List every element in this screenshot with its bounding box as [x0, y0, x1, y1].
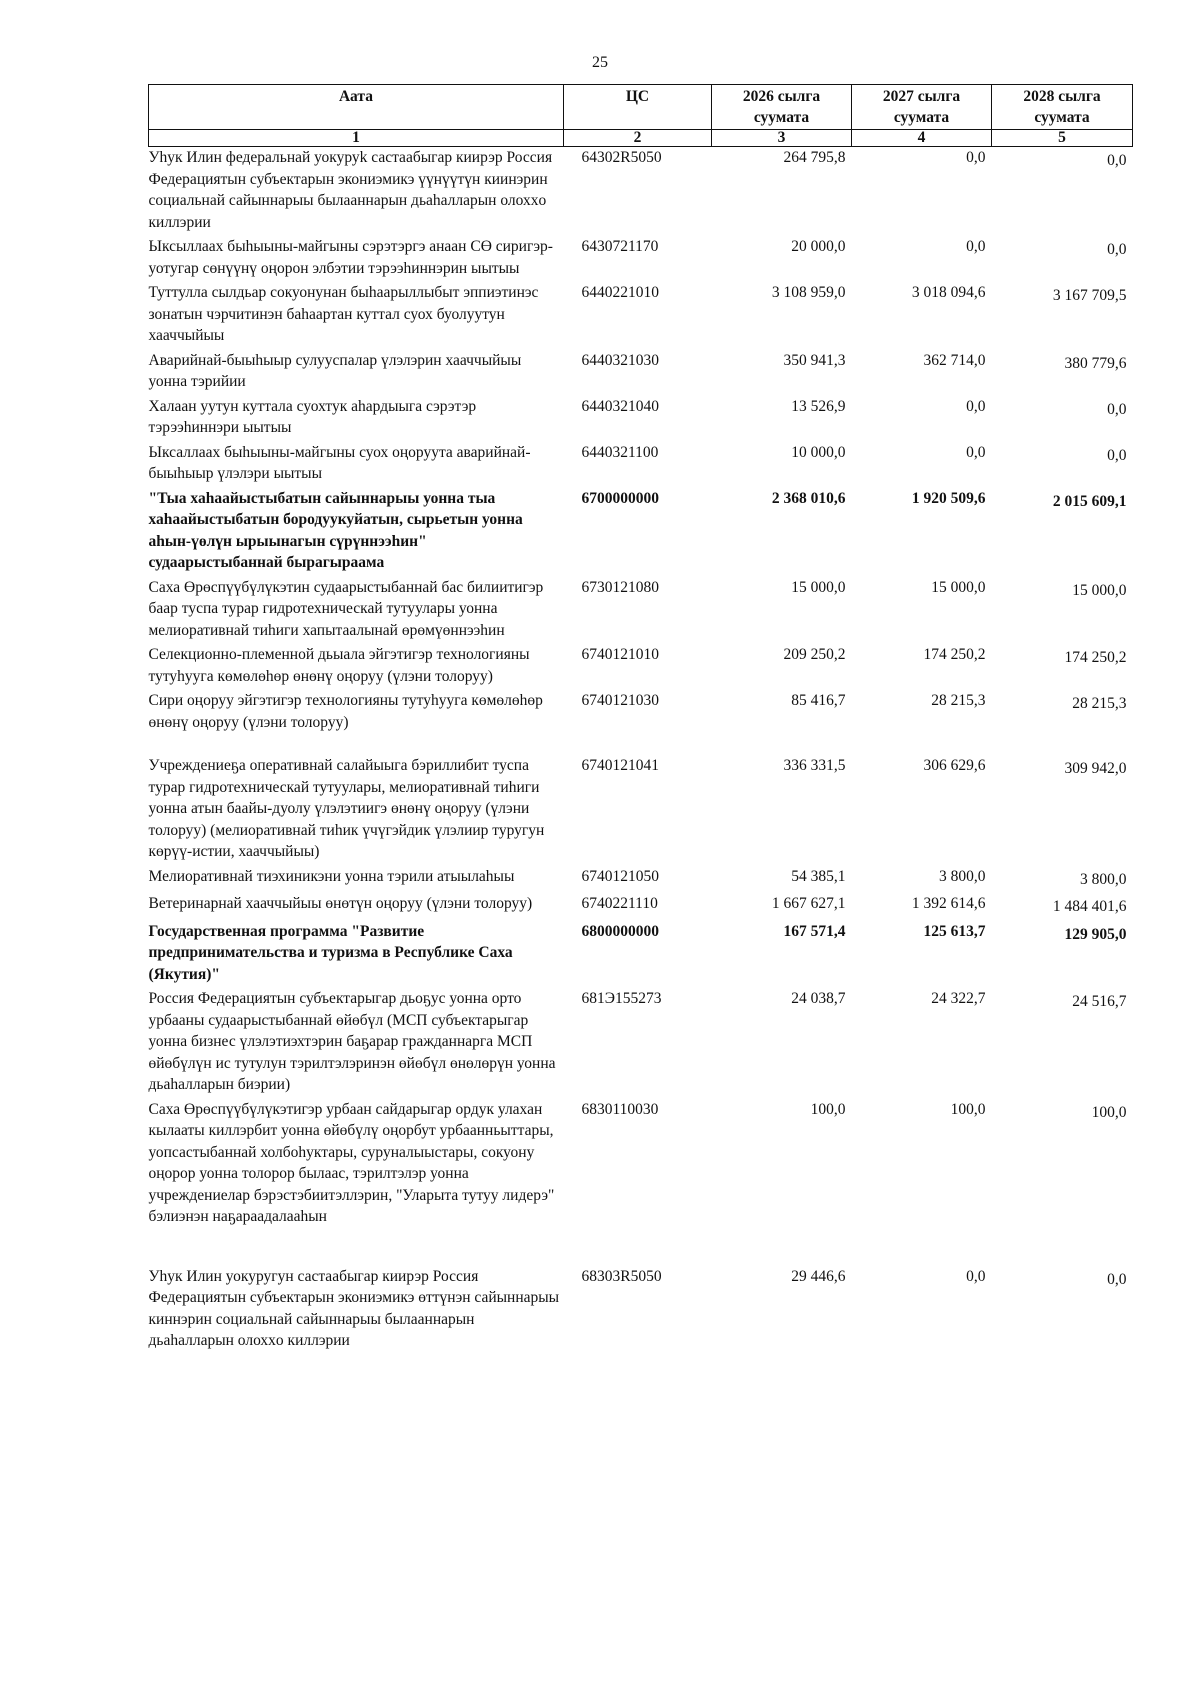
row-value-2027: 28 215,3	[931, 692, 986, 709]
row-code: 681Э155273	[581, 990, 662, 1007]
row-code: 6440221010	[581, 284, 659, 301]
column-number-row	[149, 130, 1133, 147]
row-value-2026: 100,0	[810, 1100, 846, 1118]
row-code: 6440321030	[581, 351, 659, 369]
row-name: Халаан уутун куттала суохтук аһардыыга сэрэтэр тэрээһиннэри ыытыы	[148, 397, 477, 436]
row-name: Туттулла сылдьар сокуонунан быһаарыллыбыт эппиэтинэс зонатын чэрчитинэн баһаартан куттал суох буолуутун хааччыйыы	[148, 284, 539, 344]
row-value-2028: 15 000,0	[1072, 581, 1127, 599]
row-code: 6440321100	[581, 443, 659, 461]
row-value-2027: 100,0	[950, 1100, 986, 1118]
row-value-2027: 0,0	[966, 443, 986, 461]
row-value-2026: 29 446,6	[791, 1267, 846, 1285]
row-value-2026: 24 038,7	[791, 990, 846, 1007]
row-value-2028: 380 779,6	[1064, 354, 1127, 372]
row-value-2028: 3 800,0	[1080, 870, 1127, 888]
table-row	[149, 488, 1133, 577]
row-value-2027: 0,0	[966, 149, 986, 166]
table-row	[149, 577, 1133, 645]
header-name: Аата	[149, 85, 564, 130]
table-row	[149, 147, 1133, 237]
column-number: 1	[149, 130, 564, 147]
row-value-2027: 1 392 614,6	[911, 895, 986, 912]
header-row	[149, 85, 1133, 130]
row-name: Аварийнай-быыһыыр сулууспалар үлэлэрин хааччыйыы уонна тэрийии	[148, 351, 522, 390]
table-row	[149, 350, 1133, 396]
row-name: Ыксаллаах быһыыны-майгыны суох оңоруута аварийнай-быыһыыр үлэлэри ыытыы	[148, 443, 531, 482]
row-code: 6740121030	[581, 692, 659, 709]
row-code: 6430721170	[581, 238, 659, 255]
row-value-2028: 129 905,0	[1064, 925, 1127, 943]
table-row	[149, 755, 1133, 866]
row-value-2028: 309 942,0	[1064, 760, 1127, 777]
column-number: 2	[564, 130, 712, 147]
row-value-2026: 85 416,7	[791, 692, 846, 709]
row-name: Селекционно-племенной дьыала эйгэтигэр технологияны тутуһууга көмөлөһөр өнөнү оңоруу (үлэни толоруу)	[148, 646, 530, 685]
row-name: Уһук Илин федеральнай уокуруk састаабыгар киирэр Россия Федерациятын субъектарын экониэмикэ үүнүүтүн киинэрин социальнай сайыннарыы былааннарын дьаһалларын олохxо киллэрии	[148, 149, 553, 231]
row-value-2027: 3 018 094,6	[911, 284, 986, 301]
header-2028: 2028 сылга суумата	[992, 85, 1133, 130]
row-code: 6440321040	[581, 397, 659, 415]
row-value-2028: 0,0	[1107, 446, 1127, 464]
row-code: 6700000000	[581, 489, 659, 507]
row-value-2027: 0,0	[966, 1267, 986, 1285]
table-body	[149, 147, 1133, 1355]
row-value-2028: 0,0	[1107, 1270, 1127, 1288]
table-row	[149, 1099, 1133, 1266]
row-code: 68303R5050	[581, 1267, 662, 1285]
header-2026: 2026 сылга суумата	[712, 85, 852, 130]
row-value-2027: 1 920 509,6	[911, 489, 986, 507]
row-code: 6740221110	[581, 895, 658, 912]
row-value-2028: 28 215,3	[1072, 695, 1127, 712]
row-value-2028: 100,0	[1091, 1103, 1127, 1121]
row-name: Ветеринарнай хааччыйыы өнөтүн оңоруу (үлэни толоруу)	[148, 895, 533, 912]
row-value-2028: 2 015 609,1	[1052, 492, 1127, 510]
row-value-2026: 350 941,3	[783, 351, 846, 369]
row-code: 6740121010	[581, 646, 659, 663]
row-value-2027: 0,0	[966, 238, 986, 255]
table-row	[149, 282, 1133, 350]
row-value-2027: 0,0	[966, 397, 986, 415]
table-row	[149, 442, 1133, 488]
table-row	[149, 921, 1133, 989]
header-2027: 2027 сылга суумата	[852, 85, 992, 130]
row-value-2028: 0,0	[1107, 152, 1127, 169]
table-header	[149, 85, 1133, 147]
row-value-2026: 1 667 627,1	[771, 895, 846, 912]
table-row	[149, 690, 1133, 755]
column-number: 3	[712, 130, 852, 147]
row-code: 6740121041	[581, 757, 659, 774]
table-row	[149, 644, 1133, 690]
column-number: 4	[852, 130, 992, 147]
row-value-2028: 174 250,2	[1064, 649, 1127, 666]
row-code: 6830110030	[581, 1100, 659, 1118]
row-value-2026: 13 526,9	[791, 397, 846, 415]
row-name: Россия Федерациятын субъектарыгар дьоҕус уонна орто урбааны судаарыстыбаннай өйөбүл (МСП субъектарыгар уонна бизнес үлэлэтиэхтэрин баҕарар гражданнарга МСП өйөбүлүн ис тутулун тэрилтэлэринэн өйөбүл өнөлөрүн уонна дьаһалларын биэрии)	[148, 990, 556, 1093]
row-name: Сири оңоруу эйгэтигэр технологияны тутуһууга көмөлөһөр өнөнү оңоруу (үлэни толоруу)	[148, 692, 543, 731]
row-value-2027: 15 000,0	[931, 578, 986, 596]
row-name: Уһук Илин уокуругун састаабыгар киирэр Россия Федерациятын субъектарын экониэмикэ өттүнэн сайыннарыы киннэрин социальнай сайыннарыы былааннарын дьаһалларын олохxо киллэрии	[148, 1267, 560, 1349]
row-value-2026: 3 108 959,0	[771, 284, 846, 301]
row-code: 6740121050	[581, 867, 659, 885]
row-value-2026: 15 000,0	[791, 578, 846, 596]
page-number: 25	[592, 54, 608, 71]
table-row	[149, 988, 1133, 1099]
row-value-2026: 2 368 010,6	[771, 489, 846, 507]
table-row	[149, 866, 1133, 894]
row-value-2027: 174 250,2	[923, 646, 986, 663]
row-value-2028: 0,0	[1107, 241, 1127, 258]
row-value-2026: 20 000,0	[791, 238, 846, 255]
row-name: Саха Өрөспүүбүлүкэтин судаарыстыбаннай бас билиитигэр баар туспа турар гидротехническай тутуулары уонна мелиоративнай тиһиги хапытаалынай өрөмүөннээһин	[148, 578, 544, 639]
column-number: 5	[992, 130, 1133, 147]
row-value-2027: 125 613,7	[923, 922, 986, 940]
row-value-2028: 0,0	[1107, 400, 1127, 418]
row-name: Ыксыллаах быһыыны-майгыны сэрэтэргэ анаан СӨ сиригэр-уотугар сөнүүнү оңорон элбэтии тэрээһиннэрин ыытыы	[148, 238, 553, 277]
row-name: Саха Өрөспүүбүлүкэтигэр урбаан сайдарыгар ордук улахан кылааты киллэрбит уонна өйөбүлү оңорбут урбаанньыттары, уопсастыбаннай холбоһуктары, суруналыыстары, сокуону оңорор уонна толорор былаас, тэрилтэлэр уонна учреждениелар бэрэстэбиитэллэрин, "Уларыта тутуу лидерэ" бэлиэнэн наҕараадалааһын	[148, 1100, 555, 1225]
row-value-2028: 1 484 401,6	[1052, 898, 1127, 915]
row-value-2026: 209 250,2	[783, 646, 846, 663]
row-name: "Тыа хаһаайыстыбатын сайыннарыы уонна тыа хаһаайыстыбатын бородуукуйатын, сырьетын уонна аһын-үөлүн ырыынагын сүрүннээһин" судаарыстыбаннай бырагыраама	[148, 489, 523, 571]
row-value-2026: 336 331,5	[783, 757, 846, 774]
table-row	[149, 236, 1133, 282]
row-value-2027: 3 800,0	[939, 867, 986, 885]
row-name: Учреждениеҕа оперативнай салайыыга бэриллибит туспа турар гидротехническай тутуулары, мелиоративнай тиһиги уонна атын баайы-дуолу үлэлэтиигэ өнөнү оңоруу (үлэни толоруу) (мелиоративнай тиһик үчүгэйдик үлэлиир туругун көрүү-истии, хааччыйыы)	[148, 757, 545, 860]
table-row	[149, 396, 1133, 442]
row-name: Мелиоративнай тиэхиникэни уонна тэрили атыылаһыы	[148, 867, 515, 885]
row-value-2026: 54 385,1	[791, 867, 846, 885]
row-value-2027: 24 322,7	[931, 990, 986, 1007]
row-code: 6800000000	[581, 922, 659, 940]
row-value-2028: 3 167 709,5	[1052, 287, 1127, 304]
row-value-2028: 24 516,7	[1072, 993, 1127, 1010]
row-name: Государственная программа "Развитие предпринимательства и туризма в Республике Саха (Якутия)"	[148, 922, 513, 983]
row-value-2026: 10 000,0	[791, 443, 846, 461]
table-row	[149, 893, 1133, 921]
row-code: 6730121080	[581, 578, 659, 596]
table-row	[149, 1266, 1133, 1355]
row-value-2026: 167 571,4	[783, 922, 846, 940]
budget-table	[148, 84, 1133, 1355]
row-code: 64302R5050	[581, 149, 662, 166]
header-code: ЦС	[564, 85, 712, 130]
row-value-2027: 362 714,0	[923, 351, 986, 369]
row-value-2027: 306 629,6	[923, 757, 986, 774]
row-value-2026: 264 795,8	[783, 149, 846, 166]
